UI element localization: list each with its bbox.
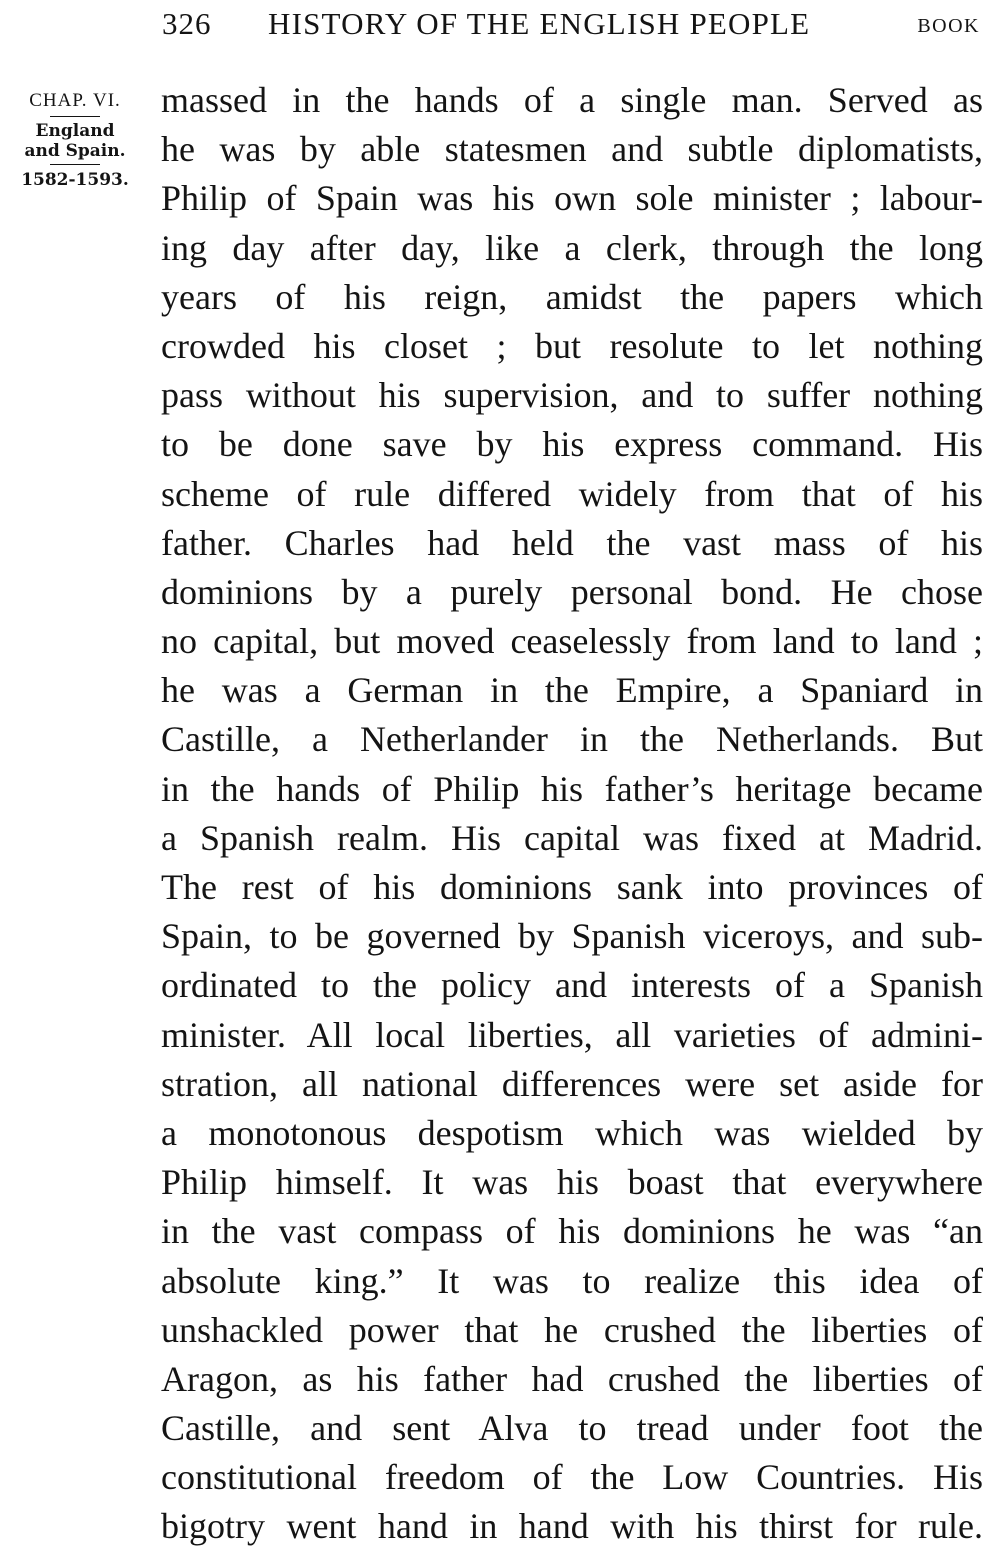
text-line: Philip himself. It was his boast that everywhere [161, 1162, 983, 1203]
text-line: scheme of rule differed widely from that of his [161, 473, 983, 514]
page-number: 326 [162, 6, 212, 41]
margin-notes [6, 89, 144, 191]
text-line: years of his reign, amidst the papers which [161, 276, 983, 317]
text-line: Spain, to be governed by Spanish viceroys, and sub- [161, 916, 983, 957]
date-range: 1582-1593. [21, 170, 129, 190]
text-line: constitutional freedom of the Low Countries. His [161, 1457, 983, 1498]
text-line: dominions by a purely personal bond. He chose [161, 571, 983, 612]
text-line: Castille, and sent Alva to tread under foot the [161, 1408, 983, 1449]
text-line: no capital, but moved ceaselessly from land to land ; [161, 621, 983, 662]
text-line: in the hands of Philip his father’s heritage became [161, 768, 983, 809]
text-line: ing day after day, like a clerk, through the long [161, 227, 983, 268]
text-line: Philip of Spain was his own sole minister ; labour- [161, 178, 983, 219]
text-line: stration, all national differences were set aside for [161, 1063, 983, 1104]
text-line: crowded his closet ; but resolute to let nothing [161, 325, 983, 366]
book-label: BOOK [917, 15, 980, 37]
text-line: pass without his supervision, and to suffer nothing [161, 375, 983, 416]
side-topic-line-1: England [35, 121, 115, 141]
side-topic-line-2: and Spain. [24, 141, 126, 161]
text-line: minister. All local liberties, all varieties of admini- [161, 1014, 983, 1055]
text-line: in the vast compass of his dominions he was “an [161, 1211, 983, 1252]
running-head [0, 6, 1000, 46]
body-text [161, 76, 983, 1552]
running-title: HISTORY OF THE ENGLISH PEOPLE [268, 6, 811, 41]
text-line: to be done save by his express command. His [161, 424, 983, 465]
margin-divider [50, 164, 100, 165]
text-line: ordinated to the policy and interests of a Spanish [161, 965, 983, 1006]
chapter-label: CHAP. VI. [29, 90, 121, 111]
text-line: he was by able statesmen and subtle diplomatists, [161, 129, 983, 170]
text-line: a monotonous despotism which was wielded by [161, 1112, 983, 1153]
text-line: unshackled power that he crushed the liberties of [161, 1309, 983, 1350]
text-line: father. Charles had held the vast mass of his [161, 522, 983, 563]
text-line: The rest of his dominions sank into provinces of [161, 867, 983, 907]
text-line: Aragon, as his father had crushed the liberties of [161, 1358, 983, 1399]
text-line: bigotry went hand in hand with his thirst for rule. [161, 1506, 983, 1547]
text-line: absolute king.” It was to realize this idea of [161, 1260, 983, 1301]
text-line: massed in the hands of a single man. Served as [161, 80, 983, 120]
text-line: Castille, a Netherlander in the Netherlands. But [161, 719, 983, 760]
text-line: a Spanish realm. His capital was fixed at Madrid. [161, 817, 983, 858]
margin-divider [50, 116, 100, 117]
text-line: he was a German in the Empire, a Spaniard in [161, 670, 983, 711]
